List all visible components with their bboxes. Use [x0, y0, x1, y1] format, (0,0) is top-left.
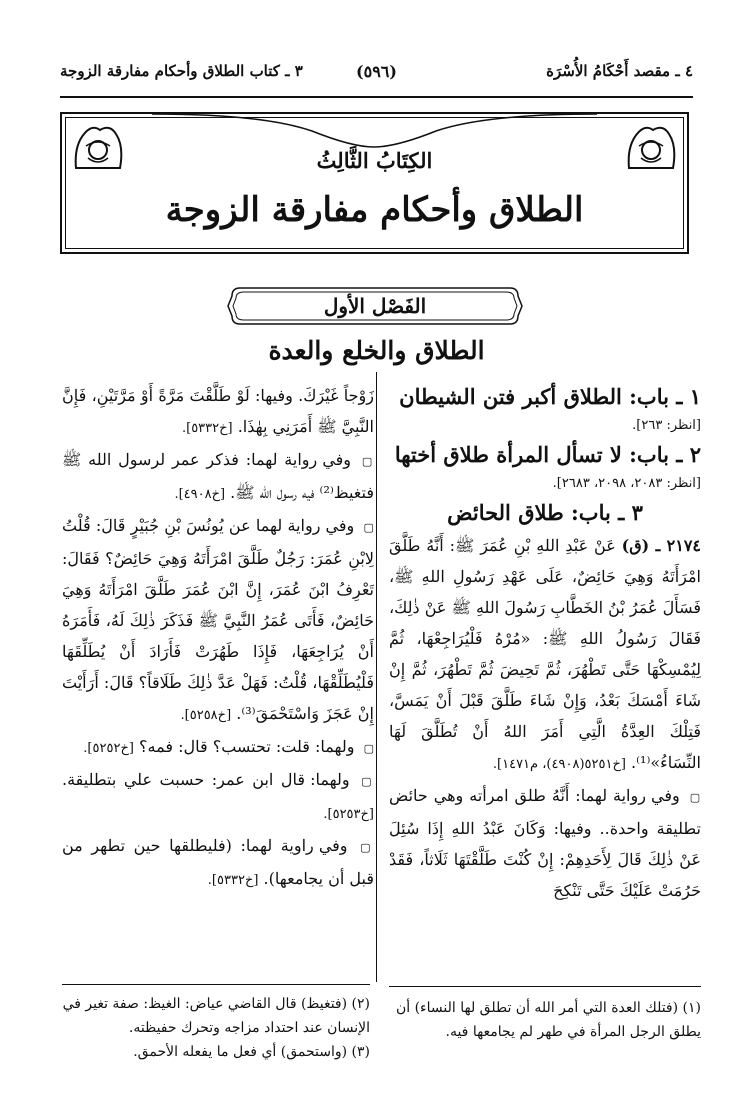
footnotes-left: [62, 992, 370, 1064]
left-column: [62, 380, 374, 896]
footnote-rule-right: [389, 986, 701, 987]
footnote-rule-left: [62, 984, 370, 985]
riwaya-5-text: ولهما: قال ابن عمر: حسبت علي بتطليقة.: [62, 770, 350, 789]
square-bullet-icon: ▢: [361, 775, 374, 788]
continuation: [62, 380, 374, 444]
riwaya-2-ref: [خ٤٩٠٨].: [174, 487, 226, 502]
riwaya-4-text: ولهما: قلت: تحتسب؟ قال: فمه؟: [139, 737, 355, 756]
bab-1-ref: [انظر: ٢٦٣].: [632, 418, 701, 433]
riwaya-6: [62, 830, 374, 896]
column-divider: [376, 372, 377, 982]
chapter-label: الفَصْل الأول: [323, 294, 427, 318]
chapter-title: الطلاق والخلع والعدة: [268, 336, 485, 365]
riwaya-2-text: وفي رواية لهما: فذكر عمر لرسول الله ﷺ فتغيظ⁽²⁾ فيه رسول الله ﷺ.: [62, 450, 374, 502]
riwaya-5-ref: [خ٥٢٥٣].: [323, 807, 374, 822]
riwaya-4-ref: [خ٥٢٥٢].: [83, 741, 134, 756]
running-header: [60, 62, 693, 88]
footnote-1: (١) (فتلك العدة التي أمر الله أن تطلق لها النساء) أن يطلق الرجل المرأة في طهر لم يجامعها فيه.: [395, 1000, 701, 1040]
hadith-number: ٢١٧٤ ـ (ق): [621, 536, 702, 555]
riwaya-6-ref: [خ٥٣٣٢].: [207, 873, 259, 888]
chapter-label-box: [226, 284, 524, 328]
header-book: ٣ ـ كتاب الطلاق وأحكام مفارقة الزوجة: [60, 62, 303, 80]
book-label: الكِتَابُ الثَّالِثُ: [316, 148, 433, 173]
bab-1-title: ١ ـ باب: الطلاق أكبر فتن الشيطان: [399, 384, 701, 409]
riwaya-3-text: وفي رواية لهما عن يُونُسَ بْنِ جُبَيْرٍ قَالَ: قُلْتُ لِابْنِ عُمَرَ: رَجُلٌ طَلَّقَ امْرَأَتَهُ وَهِيَ حَائِضٌ؟ فَقَالَ: تَعْرِفُ ابْنَ عُمَرَ، إِنَّ ابْنَ عُمَرَ طَلَّقَ امْرَأَتَهُ وَهِيَ حَائِضٌ، فَأَتَى عُمَرُ النَّبِيَّ ﷺ فَذَكَرَ ذٰلِكَ لَهُ، فَأَمَرَهُ أَنْ يُرَاجِعَهَا، فَإِذَا طَهُرَتْ فَأَرَادَ أَنْ يُطَلِّقَهَا فَلْيُطَلِّقْهَا، قُلْتُ: فَهَلْ عَدَّ ذٰلِكَ طَلَاقاً؟ قَالَ: أَرَأَيْتَ إِنْ عَجَزَ وَاسْتَحْمَقَ⁽³⁾.: [62, 516, 374, 723]
square-bullet-icon: ▢: [360, 841, 374, 854]
right-column: [389, 380, 701, 906]
frame-arch-ornament: [62, 111, 687, 151]
bab-2-ref: [انظر: ٢٠٨٣، ٢٠٩٨، ٢٦٨٣].: [552, 476, 701, 491]
riwaya-6-text: وفي راوية لهما: (فليطلقها حين تطهر من قبل أن يجامعها).: [62, 836, 374, 888]
continuation-text: زَوْجاً غَيْرَكَ. وفيها: لَوْ طَلَّقْتَ مَرَّةً أَوْ مَرَّتَيْنِ، فَإِنَّ النَّبِيَّ ﷺ أَمَرَنِي بِهٰذَا.: [62, 386, 374, 436]
hadith-text: عَنْ عَبْدِ اللهِ بْنِ عُمَرَ ﷺ: أَنَّهُ طَلَّقَ امْرَأَتَهُ وَهِيَ حَائِضٌ، عَلَى عَهْدِ رَسُولِ اللهِ ﷺ، فَسَأَلَ عُمَرُ بْنُ الخَطَّابِ رَسُولَ اللهِ ﷺ عَنْ ذٰلِكَ، فَقَالَ رَسُولُ اللهِ ﷺ: «مُرْهُ فَلْيُرَاجِعْهَا، ثُمَّ لِيُمْسِكْهَا حَتَّى تَطْهُرَ، ثُمَّ تَحِيضَ ثُمَّ تَطْهُرَ، ثُمَّ إِنْ شَاءَ أَمْسَكَ بَعْدُ، وَإِنْ شَاءَ طَلَّقَ قَبْلَ أَنْ يَمَسَّ، فَتِلْكَ العِدَّةُ الَّتِي أَمَرَ اللهُ أَنْ تُطَلَّقَ لَهَا النِّسَاءُ»⁽¹⁾.: [389, 536, 701, 772]
riwaya-5: [62, 764, 374, 830]
riwaya-3: [62, 510, 374, 731]
hadith-2174: [389, 530, 701, 780]
header-section: ٤ ـ مقصد أَحْكَامُ الأُسْرَة: [546, 62, 693, 80]
header-rule: [60, 96, 693, 98]
square-bullet-icon: ▢: [363, 521, 374, 534]
riwaya-2: [62, 444, 374, 510]
bab-3-title: ٣ ـ باب: طلاق الحائض: [447, 500, 643, 525]
square-bullet-icon: ▢: [689, 791, 701, 804]
book-title-frame: [60, 112, 689, 254]
page-number: (٥٩٦): [356, 62, 397, 81]
continuation-ref: [خ٥٣٣٢].: [181, 421, 233, 436]
footnote-3: (٣) (واستحمق) أي فعل ما يفعله الأحمق.: [133, 1044, 370, 1060]
bab-2-title: ٢ ـ باب: لا تسأل المرأة طلاق أختها: [394, 442, 701, 467]
square-bullet-icon: ▢: [363, 742, 374, 755]
riwaya-3-ref: [خ٥٢٥٨].: [180, 708, 232, 723]
riwaya-1: [389, 780, 701, 906]
riwaya-4: [62, 731, 374, 764]
riwaya-1-text: وفي رواية لهما: أَنَّهُ طلق امرأته وهي حائض تطليقة واحدة.. وفيها: وَكَانَ عَبْدُ اللهِ إِذَا سُئِلَ عَنْ ذٰلِكَ قَالَ لِأَحَدِهِمْ: إِنْ كُنْتَ طَلَّقْتَهَا ثَلَاثاً، فَقَدْ حَرُمَتْ عَلَيْكَ حَتَّى تَنْكِحَ: [389, 786, 701, 900]
book-title: الطلاق وأحكام مفارقة الزوجة: [165, 190, 584, 230]
square-bullet-icon: ▢: [361, 455, 374, 468]
hadith-ref: [خ٥٢٥١(٤٩٠٨)، م١٤٧١].: [492, 757, 626, 772]
footnote-2: (٢) (فتغيظ) قال القاضي عياض: الغيظ: صفة تغير في الإنسان عند احتداد مزاجه وتحرك حفيظته.: [62, 996, 370, 1036]
